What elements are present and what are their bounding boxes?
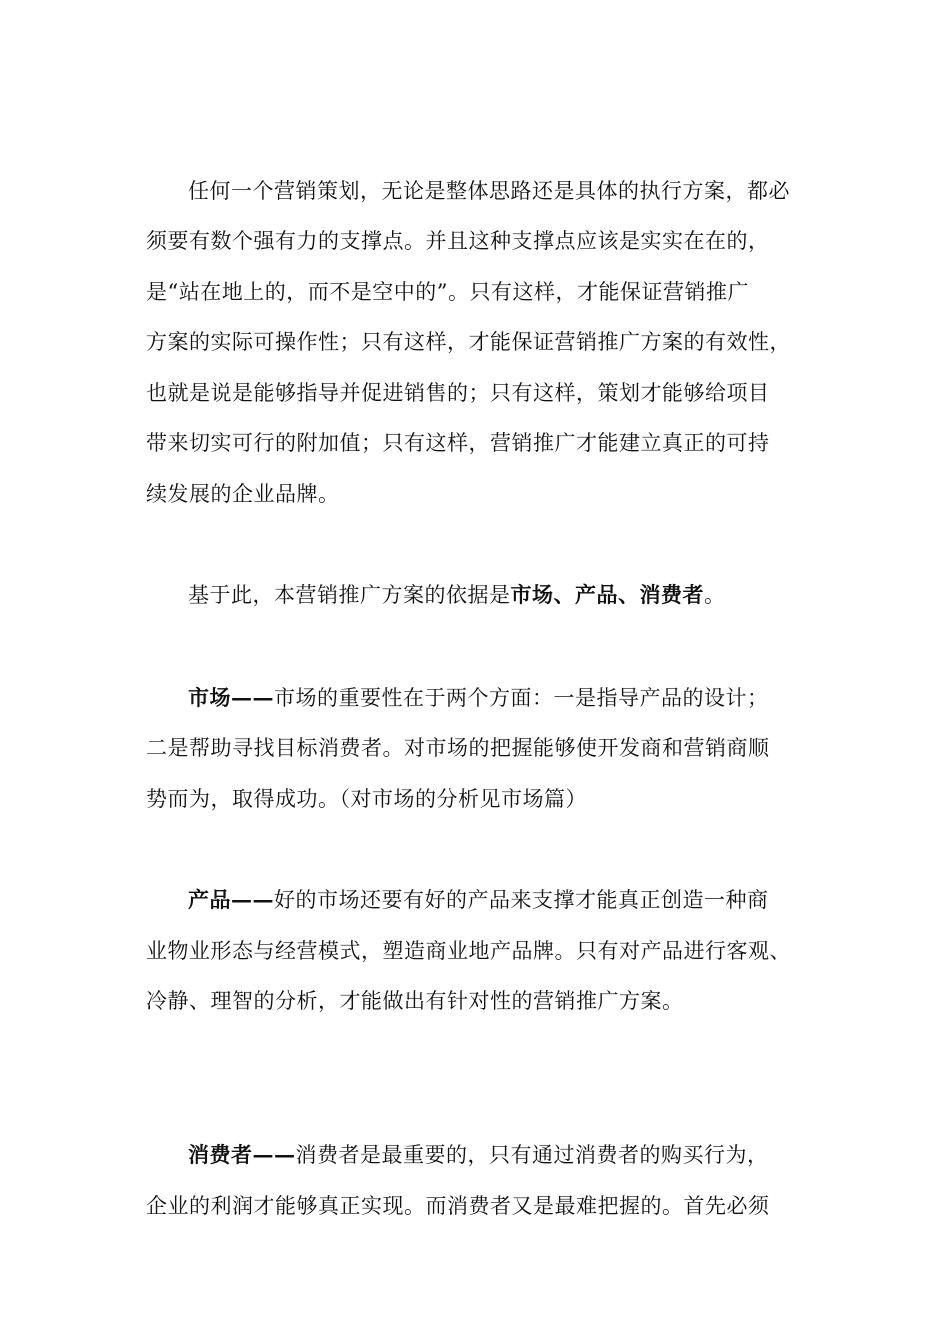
- market-first-text: 市场的重要性在于两个方面：一是指导产品的设计；: [274, 686, 769, 710]
- market-paragraph-line-3: 势而为，取得成功。（对市场的分析见市场篇）: [146, 787, 587, 811]
- market-paragraph-line-2: 二是帮助寻找目标消费者。对市场的把握能够使开发商和营销商顺: [146, 736, 770, 760]
- market-paragraph-line-1: [188, 683, 769, 713]
- paragraph-1-line-2: 须要有数个强有力的支撑点。并且这种支撑点应该是实实在在的，: [146, 229, 770, 253]
- basis-suffix: 。: [704, 583, 726, 607]
- consumer-paragraph-line-2: 企业的利润才能够真正实现。而消费者又是最难把握的。首先必须: [146, 1194, 770, 1218]
- market-heading: 市场——: [188, 685, 274, 710]
- product-heading: 产品——: [188, 887, 274, 912]
- paragraph-1-line-6: 带来切实可行的附加值；只有这样，营销推广才能建立真正的可持: [146, 431, 770, 455]
- paragraph-1-line-1: 任何一个营销策划，无论是整体思路还是具体的执行方案，都必: [188, 179, 790, 203]
- paragraph-1-line-3: 是“站在地上的，而不是空中的”。只有这样，才能保证营销推广: [146, 280, 749, 304]
- paragraph-1-line-5: 也就是说是能够指导并促进销售的；只有这样，策划才能够给项目: [146, 381, 770, 405]
- basis-prefix: 基于此，本营销推广方案的依据是: [188, 583, 511, 607]
- consumer-paragraph-line-1: [188, 1140, 769, 1170]
- product-first-text: 好的市场还要有好的产品来支撑才能真正创造一种商: [274, 888, 769, 912]
- consumer-heading: 消费者——: [188, 1142, 296, 1167]
- paragraph-basis: [188, 580, 726, 610]
- product-paragraph-line-2: 业物业形态与经营模式，塑造商业地产品牌。只有对产品进行客观、: [146, 939, 791, 963]
- paragraph-1-line-4: 方案的实际可操作性；只有这样，才能保证营销推广方案的有效性，: [146, 330, 791, 354]
- paragraph-1-line-7: 续发展的企业品牌。: [146, 482, 340, 506]
- consumer-first-text: 消费者是最重要的，只有通过消费者的购买行为，: [295, 1143, 769, 1167]
- product-paragraph-line-3: 冷静、理智的分析，才能做出有针对性的营销推广方案。: [146, 989, 684, 1013]
- product-paragraph-line-1: [188, 885, 769, 915]
- basis-bold-terms: 市场、产品、消费者: [510, 582, 704, 607]
